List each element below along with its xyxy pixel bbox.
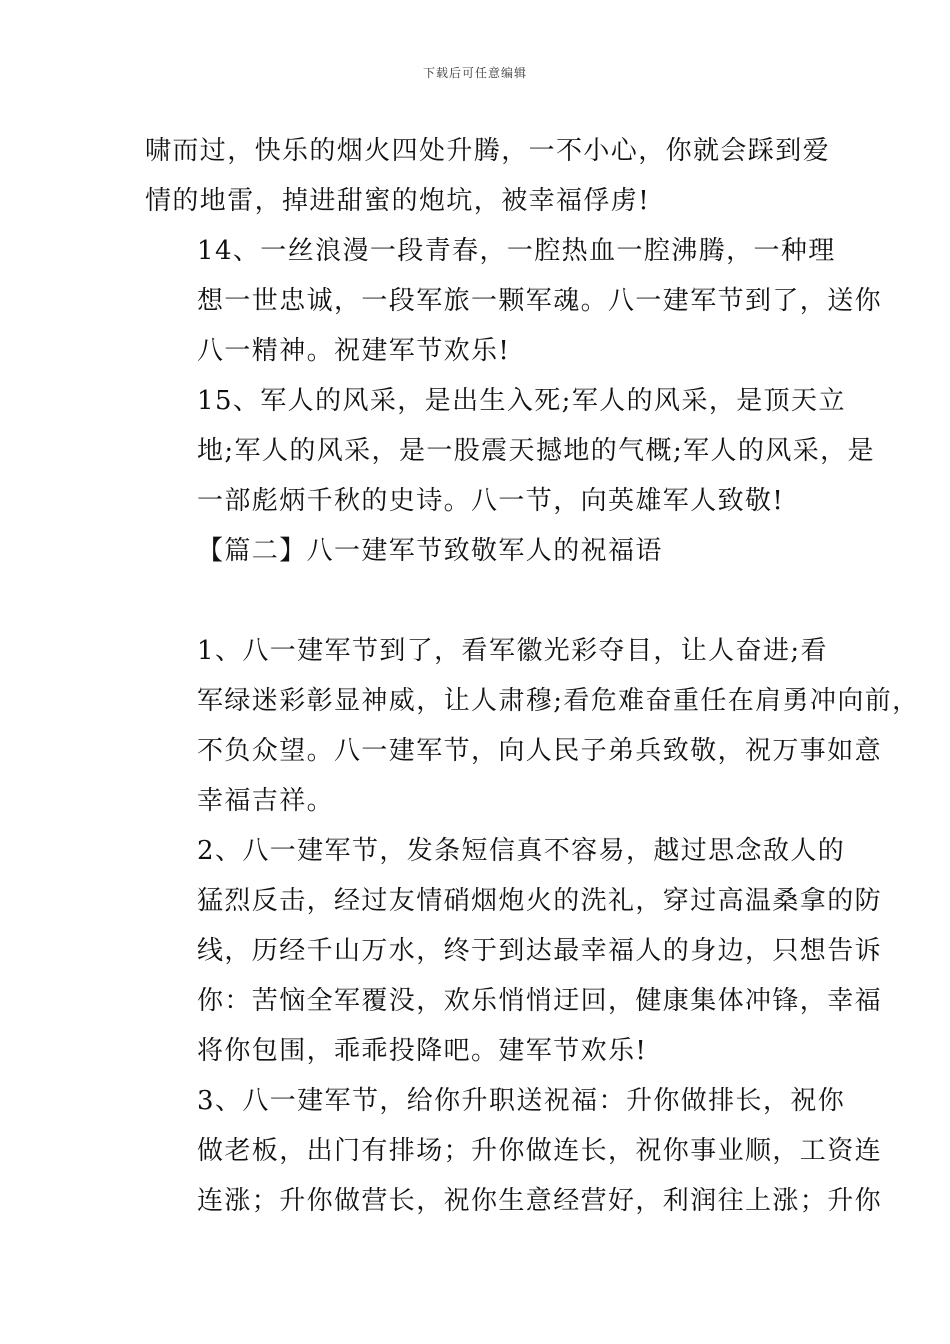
paragraph-item-2	[145, 826, 883, 1076]
text-line: 线，历经千山万水，终于到达最幸福人的身边，只想告诉	[197, 936, 883, 966]
section-heading	[145, 526, 815, 576]
paragraph-item-1	[145, 626, 920, 826]
text-line: 幸福吉祥。	[197, 786, 335, 816]
text-line: 想一世忠诚，一段军旅一颗军魂。八一建军节到了，送你	[197, 286, 883, 316]
text-line: 连涨；升你做营长，祝你生意经营好，利润往上涨；升你	[197, 1186, 883, 1216]
paragraph-item-3	[145, 1076, 883, 1226]
paragraph-item-14	[145, 226, 883, 376]
text-line: 军绿迷彩彰显神威，让人肃穆;看危难奋重任在肩勇冲向前，	[197, 686, 920, 716]
text-line: 14、一丝浪漫一段青春，一腔热血一腔沸腾，一种理	[197, 236, 836, 266]
text-line: 八一精神。祝建军节欢乐!	[197, 336, 511, 366]
text-line: 一部彪炳千秋的史诗。八一节，向英雄军人致敬!	[197, 486, 785, 516]
paragraph-item-15	[145, 376, 875, 526]
text-line: 情的地雷，掉进甜蜜的炮坑，被幸福俘虏!	[145, 186, 651, 216]
text-line: 地;军人的风采，是一股震天撼地的气概;军人的风采，是	[197, 436, 875, 466]
text-line: 2、八一建军节，发条短信真不容易，越过思念敌人的	[197, 836, 846, 866]
text-line: 做老板，出门有排场；升你做连长，祝你事业顺，工资连	[197, 1136, 883, 1166]
page-header: 下载后可任意编辑	[422, 66, 527, 80]
text-line: 不负众望。八一建军节，向人民子弟兵致敬，祝万事如意	[197, 736, 883, 766]
document-body	[145, 126, 920, 1226]
text-line: 将你包围，乖乖投降吧。建军节欢乐!	[197, 1036, 648, 1066]
text-line: 你：苦恼全军覆没，欢乐悄悄迂回，健康集体冲锋，幸福	[197, 986, 883, 1016]
text-line: 猛烈反击，经过友情硝烟炮火的洗礼，穿过高温桑拿的防	[197, 886, 883, 916]
heading-text: 【篇二】八一建军节致敬军人的祝福语	[197, 536, 663, 566]
text-line: 1、八一建军节到了，看军徽光彩夺目，让人奋进;看	[197, 636, 828, 666]
text-line: 啸而过，快乐的烟火四处升腾，一不小心，你就会踩到爱	[145, 136, 831, 166]
text-line: 15、军人的风采，是出生入死;军人的风采，是顶天立	[197, 386, 846, 416]
text-line: 3、八一建军节，给你升职送祝福：升你做排长，祝你	[197, 1086, 846, 1116]
paragraph-continuation	[145, 126, 831, 226]
